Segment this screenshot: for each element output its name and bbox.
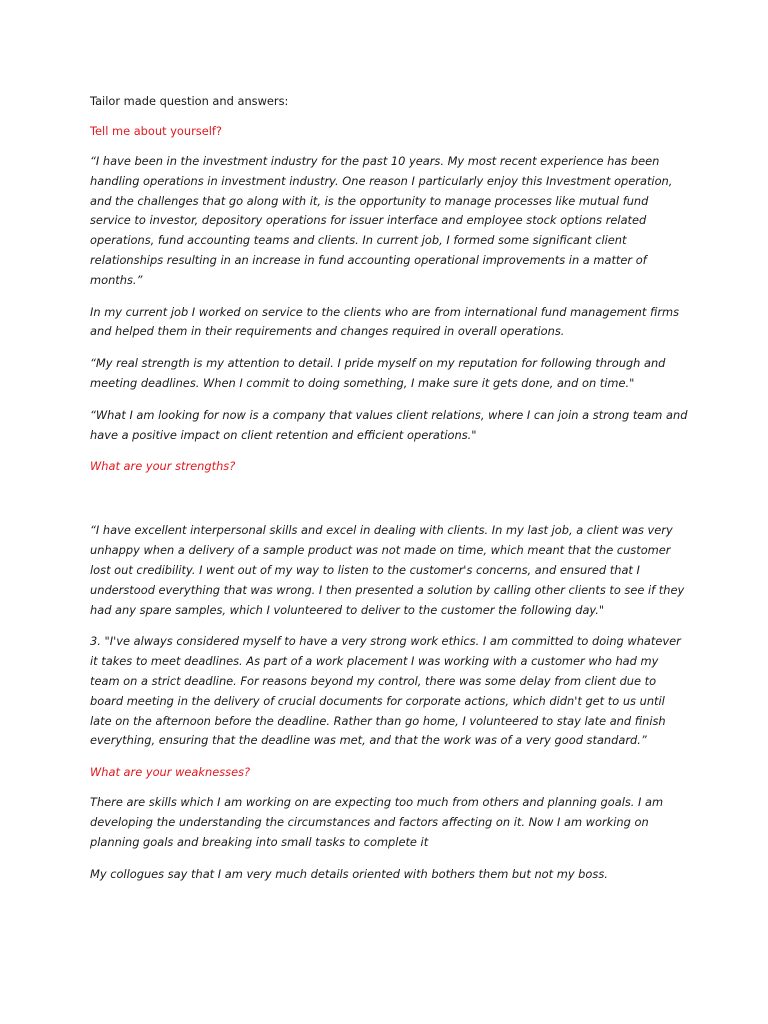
answer-paragraph: “I have excellent interpersonal skills and excel in dealing with clients. In my last job, a client was very unhappy when a delivery of a sample product was not made on time, which meant that the customer lost out credibility. I went out of my way to listen to the customer's concerns, and ensured that I understood everything that was wrong. I then presented a solution by calling other clients to see if they had any spare samples, which I volunteered to deliver to the customer the following day."	[90, 523, 685, 617]
question-heading-about-yourself: Tell me about yourself?	[90, 124, 222, 138]
answer-paragraph: “I have been in the investment industry for the past 10 years. My most recent experience has been handling operations in investment industry. One reason I particularly enjoy this Investment operation, and the challenges that go along with it, is the opportunity to manage processes like mutual fund service to investor, depository operations for issuer interface and employee stock options related operations, fund accounting teams and clients. In current job, I formed some significant client relationships resulting in an increase in fund accounting operational improvements in a matter of months.”	[90, 154, 673, 287]
answer-paragraph: “My real strength is my attention to detail. I pride myself on my reputation for following through and meeting deadlines. When I commit to doing something, I make sure it gets done, and on time."	[90, 356, 666, 390]
blank-gap	[90, 487, 688, 521]
answer-paragraph: There are skills which I am working on are expecting too much from others and planning goals. I am developing the understanding the circumstances and factors affecting on it. Now I am working on planning goals and breaking into small tasks to complete it	[90, 795, 664, 849]
question-heading-strengths: What are your strengths?	[90, 459, 236, 474]
answer-paragraph: In my current job I worked on service to the clients who are from international fund management firms and helped them in their requirements and changes required in overall operations.	[90, 304, 680, 339]
answer-paragraph: My collogues say that I am very much details oriented with bothers them but not my boss.	[90, 866, 608, 881]
answer-paragraph: “What I am looking for now is a company that values client relations, where I can join a strong team and have a positive impact on client retention and efficient operations."	[90, 407, 688, 442]
question-heading-weaknesses: What are your weaknesses?	[90, 765, 251, 780]
answer-paragraph: 3. "I've always considered myself to have a very strong work ethics. I am committed to doing whatever it takes to meet deadlines. As part of a work placement I was working with a customer who had my team on a strict deadline. For reasons beyond my control, there was some delay from client due to board meeting in the delivery of crucial documents for corporate actions, which didn't get to us until late on the afternoon before the deadline. Rather than go home, I volunteered to stay late and finish everything, ensuring that the deadline was met, and that the work was of a very good standard.”	[90, 634, 681, 748]
document-title: Tailor made question and answers:	[90, 94, 289, 108]
